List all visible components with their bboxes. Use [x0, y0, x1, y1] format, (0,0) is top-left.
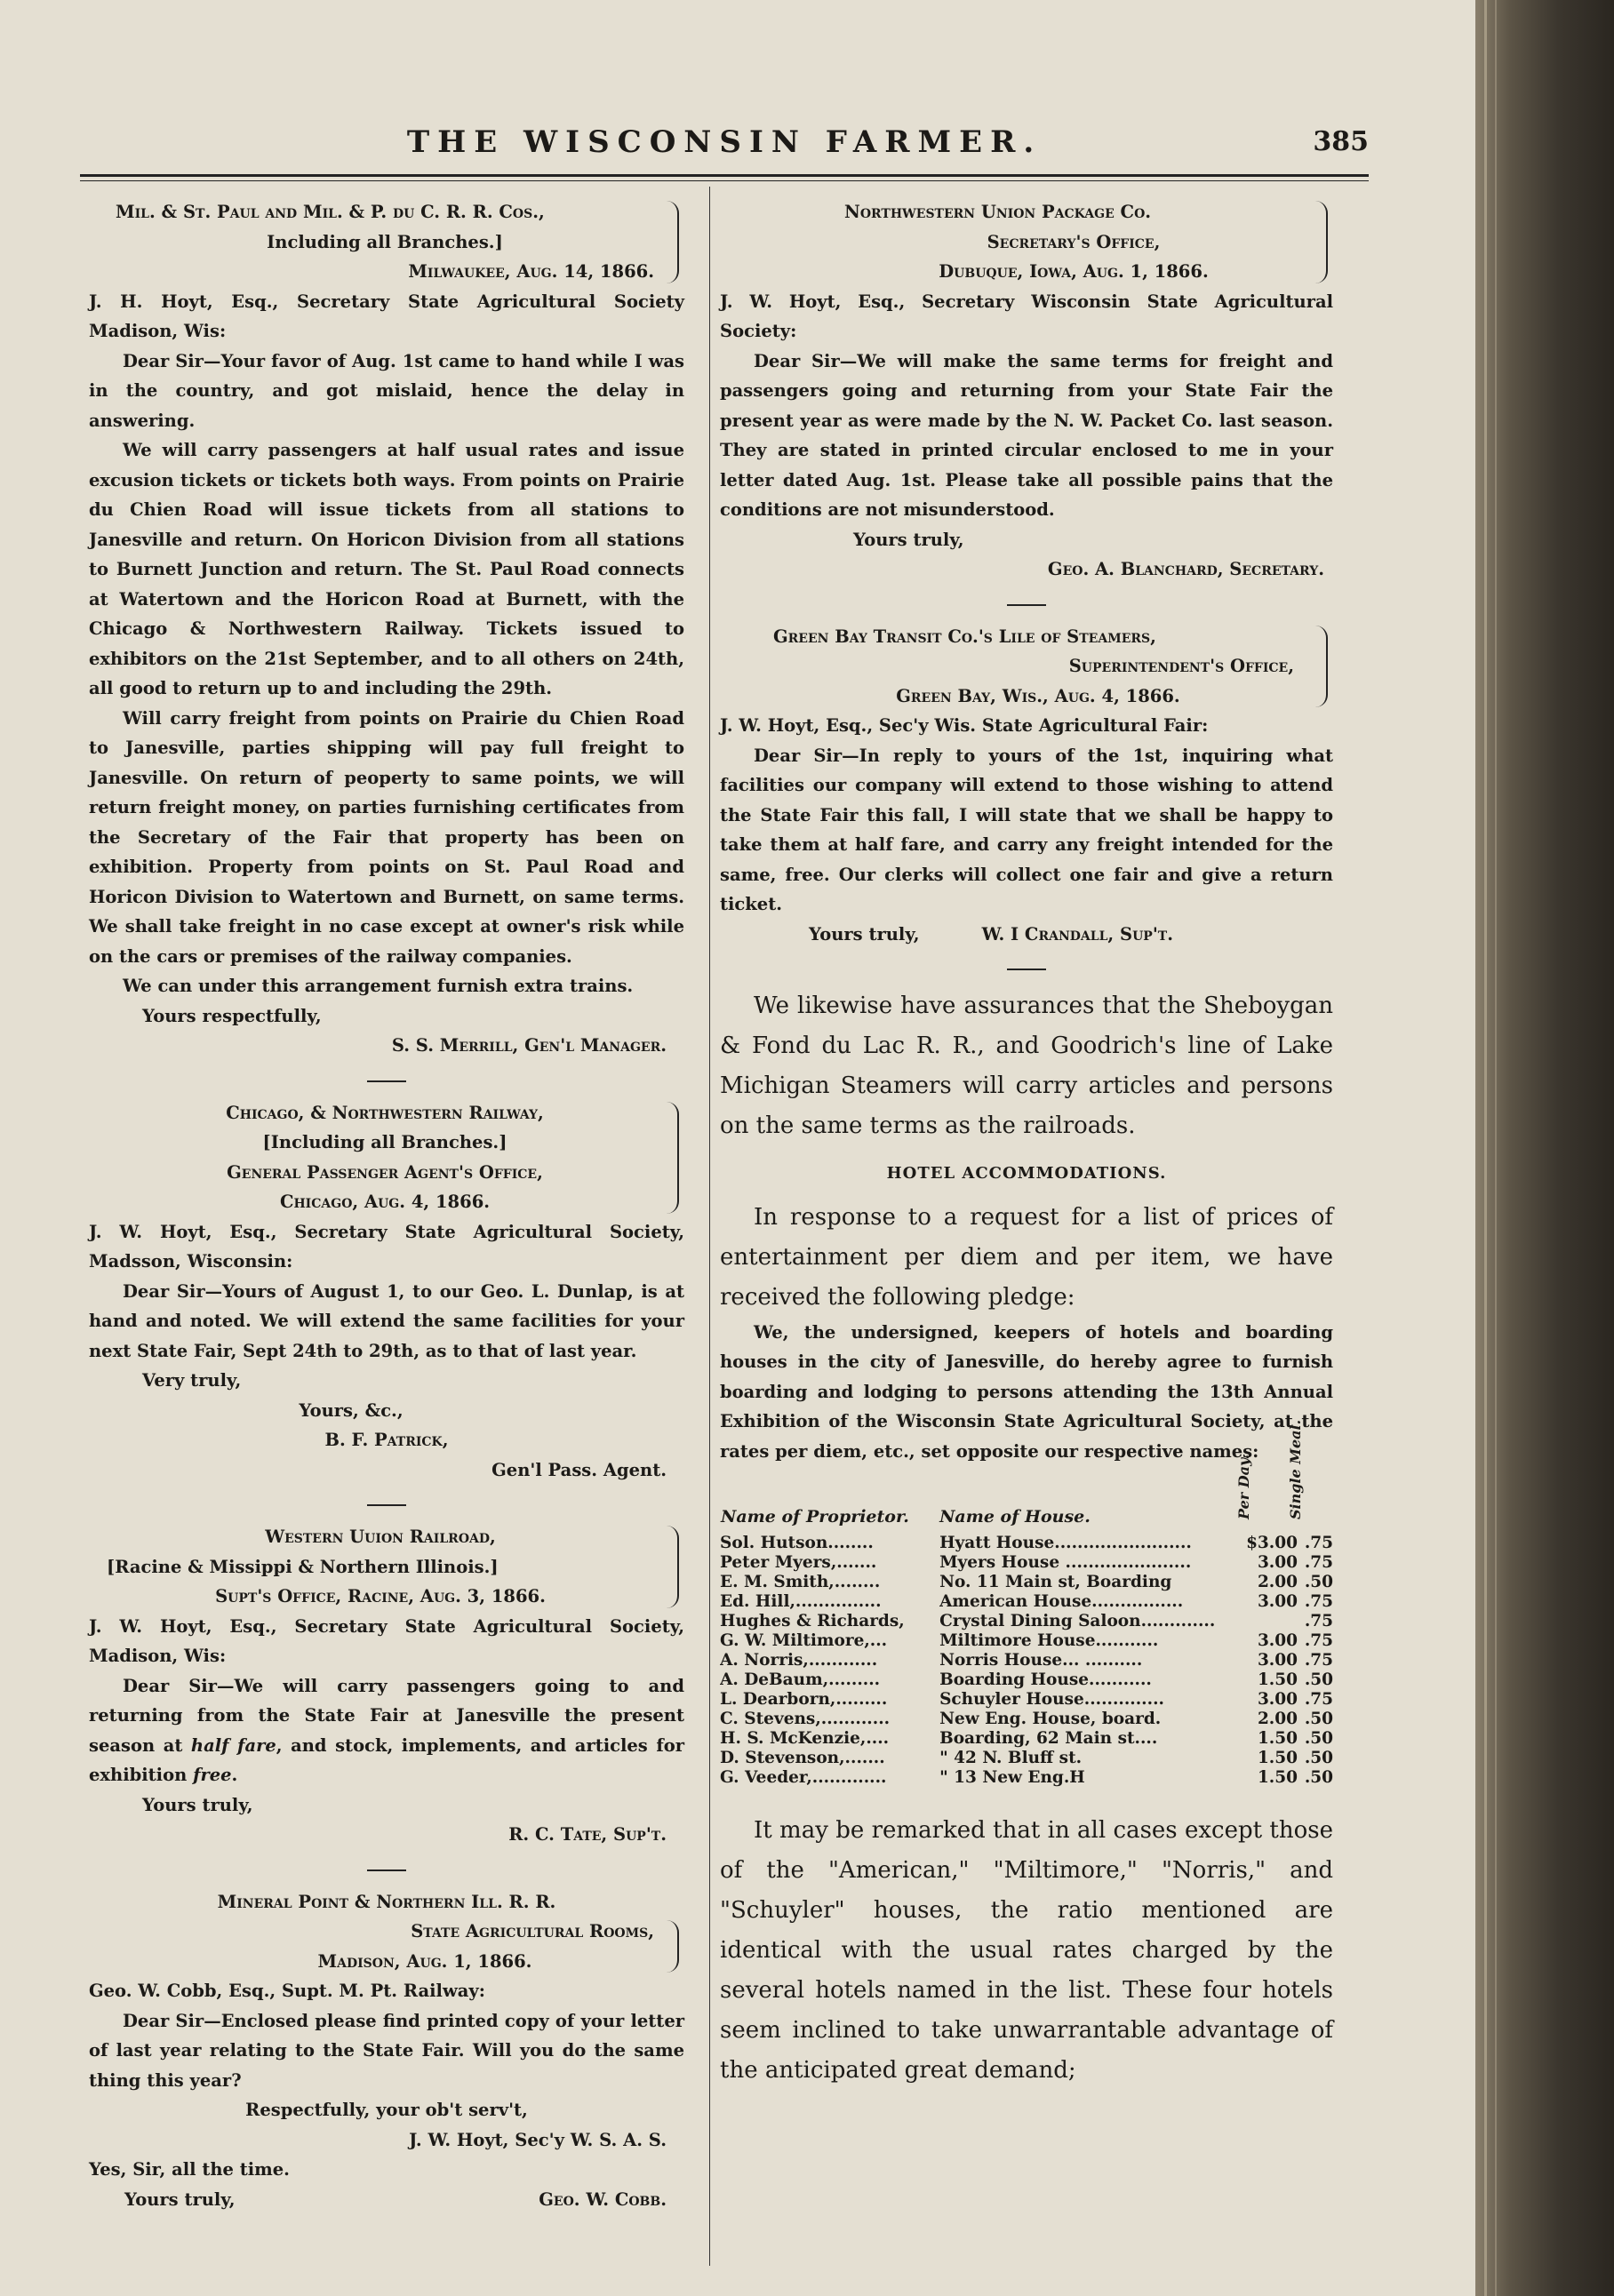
- table-row: [720, 1729, 1333, 1749]
- table-row: [720, 1768, 1333, 1788]
- letter-paragraph: Dear Sir—We will carry passengers going to and returning from the State Fair at Janesville the present season at half fare, and stock, implements, and articles for exhibition free.: [89, 1675, 684, 1785]
- table-row: [720, 1710, 1333, 1729]
- table-row: [720, 1690, 1333, 1710]
- letter-heading: Green Bay Transit Co.'s Lile of Steamers, Superintendent's Office, Green Bay, Wis., Aug. 4, 1866.: [720, 622, 1333, 712]
- proprietor-cell: E. M. Smith,........: [720, 1573, 881, 1591]
- letter-addressee: J. W. Hoyt, Esq., Secretary State Agricultural Society, Madsson, Wisconsin:: [89, 1221, 684, 1272]
- per-day-cell: 2.00: [1257, 1573, 1298, 1591]
- single-meal-cell: .75: [1304, 1534, 1333, 1552]
- letter-reply: Yes, Sir, all the time.: [89, 2159, 290, 2180]
- brace: [1314, 201, 1328, 283]
- hotel-intro: In response to a request for a list of prices of entertainment per diem and per item, we have received the following pledge:: [720, 1203, 1333, 1311]
- page-header: [80, 124, 1369, 169]
- column-header: Name of Proprietor.: [721, 1507, 909, 1527]
- per-day-cell: 1.50: [1257, 1768, 1298, 1787]
- left-column: [89, 197, 684, 2214]
- letter-heading: Western Uuion Railroad, [Racine & Missippi & Northern Illinois.] Supt's Office, Racine, Aug. 3, 1866.: [89, 1522, 684, 1612]
- table-row: [720, 1553, 1333, 1573]
- hotel-heading: HOTEL ACCOMMODATIONS.: [886, 1164, 1167, 1183]
- brace: [1314, 626, 1328, 708]
- separator-rule: [367, 1869, 406, 1871]
- separator-rule: [367, 1504, 406, 1506]
- letter-paragraph: Will carry freight from points on Prairie du Chien Road to Janesville, parties shipping will pay full freight to Janesville. On return of peoperty to same points, we will return freight money, on parties furnishing certificates from the Secretary of the Fair that property has been on exhibition. Property from points on St. Paul Road and Horicon Division to Watertown and Burnett, on same terms. We shall take freight in no case except at owner's risk while on the cars or premises of the railway companies.: [89, 707, 684, 967]
- column-header: Name of House.: [939, 1507, 1091, 1527]
- single-meal-cell: .50: [1304, 1710, 1333, 1728]
- single-meal-cell: .75: [1304, 1612, 1333, 1630]
- right-column: [720, 197, 1333, 2091]
- book-spine-edge: [1475, 0, 1614, 2296]
- brace: [665, 1102, 679, 1214]
- single-meal-cell: .75: [1304, 1690, 1333, 1709]
- letter-closing: Yours respectfully,: [142, 1005, 322, 1026]
- house-cell: Crystal Dining Saloon.............: [939, 1612, 1216, 1630]
- per-day-cell: 3.00: [1257, 1690, 1298, 1709]
- house-cell: No. 11 Main st, Boarding: [939, 1573, 1172, 1591]
- single-meal-cell: .75: [1304, 1553, 1333, 1572]
- single-meal-cell: .75: [1304, 1592, 1333, 1611]
- house-cell: Boarding House...........: [939, 1670, 1152, 1689]
- header-rule-thick: [80, 174, 1369, 177]
- proprietor-cell: L. Dearborn,.........: [720, 1690, 888, 1709]
- newspaper-title: THE WISCONSIN FARMER.: [406, 124, 1043, 160]
- closing-paragraph: It may be remarked that in all cases except those of the "American," "Miltimore," "Norris," and "Schuyler" houses, the ratio mentioned are identical with the usual rates charged by the several hotels named in the list. These four hotels seem inclined to take unwarrantable advantage of the anticipated great demand;: [720, 1817, 1333, 2084]
- letter-addressee: J. H. Hoyt, Esq., Secretary State Agricultural Society Madison, Wis:: [89, 291, 684, 341]
- table-row: [720, 1592, 1333, 1612]
- house-cell: Miltimore House...........: [939, 1631, 1159, 1650]
- per-day-cell: 3.00: [1257, 1553, 1298, 1572]
- single-meal-cell: .50: [1304, 1573, 1333, 1591]
- letter-closing: Yours truly, W. I Crandall, Sup't.: [809, 923, 1174, 945]
- letter-paragraph: Dear Sir—Enclosed please find printed copy of your letter of last year relating to the State Fair. Will you do the same thing this year?: [89, 2010, 684, 2091]
- separator-rule: [1007, 969, 1046, 970]
- per-day-cell: 2.00: [1257, 1710, 1298, 1728]
- letter-addressee: J. W. Hoyt, Esq., Secretary State Agricultural Society, Madison, Wis:: [89, 1615, 684, 1666]
- per-day-cell: 3.00: [1257, 1592, 1298, 1611]
- column-header: Single Meal.: [1287, 1419, 1304, 1519]
- letter-addressee: J. W. Hoyt, Esq., Sec'y Wis. State Agricultural Fair:: [720, 715, 1209, 736]
- letter-closing: Yours, &c.,: [299, 1399, 404, 1421]
- house-cell: Boarding, 62 Main st....: [939, 1729, 1158, 1748]
- letter-heading: Mil. & St. Paul and Mil. & P. du C. R. R. Cos., Including all Branches.] Milwaukee, Aug. 14, 1866.: [89, 197, 684, 287]
- letter-closing: Yours truly, Geo. W. Cobb.: [124, 2188, 667, 2210]
- brace: [665, 1920, 679, 1973]
- letter-paragraph: Dear Sir—We will make the same terms for freight and passengers going and returning from your State Fair the present year as were made by the N. W. Packet Co. last season. They are stated in printed circular enclosed to me in your letter dated Aug. 1st. Please take all possible pains that the conditions are not misunderstood.: [720, 350, 1333, 520]
- table-row: [720, 1573, 1333, 1592]
- brace: [665, 1526, 679, 1608]
- house-cell: " 13 New Eng.H: [939, 1768, 1085, 1787]
- letter-signature: Geo. A. Blanchard, Secretary.: [1047, 559, 1324, 579]
- letter-paragraph: Dear Sir—Your favor of Aug. 1st came to hand while I was in the country, and got mislaid, hence the delay in answering.: [89, 350, 684, 431]
- letter-paragraph: We can under this arrangement furnish extra trains.: [123, 976, 634, 996]
- separator-rule: [1007, 604, 1046, 606]
- brace: [665, 201, 679, 283]
- single-meal-cell: .75: [1304, 1631, 1333, 1650]
- letter-signature: R. C. Tate, Sup't.: [508, 1824, 667, 1845]
- house-cell: Norris House... ..........: [939, 1651, 1143, 1670]
- proprietor-cell: C. Stevens,............: [720, 1710, 891, 1728]
- assurances-paragraph: We likewise have assurances that the Sheboygan & Fond du Lac R. R., and Goodrich's line of Lake Michigan Steamers will carry articles and persons on the same terms as the railroads.: [720, 993, 1333, 1139]
- per-day-cell: [1246, 1612, 1298, 1631]
- house-cell: Myers House ......................: [939, 1553, 1192, 1572]
- proprietor-cell: A. DeBaum,.........: [720, 1670, 881, 1689]
- letter-paragraph: Dear Sir—Yours of August 1, to our Geo. L. Dunlap, is at hand and noted. We will extend the same facilities for your next State Fair, Sept 24th to 29th, as to that of last year.: [89, 1280, 684, 1361]
- proprietor-cell: Sol. Hutson........: [720, 1534, 874, 1552]
- house-cell: Hyatt House........................: [939, 1534, 1192, 1552]
- letter-closing: Yours truly,: [142, 1794, 253, 1815]
- single-meal-cell: .50: [1304, 1729, 1333, 1748]
- letter-title: Mineral Point & Northern Ill. R. R.: [217, 1891, 556, 1912]
- table-row: [720, 1534, 1333, 1553]
- letter-heading: Chicago, & Northwestern Railway, [Including all Branches.] General Passenger Agent's Office, Chicago, Aug. 4, 1866.: [89, 1098, 684, 1217]
- letter-paragraph: We will carry passengers at half usual rates and issue excusion tickets or tickets both ways. From points on Prairie du Chien Road will issue tickets from all stations to Janesville and return. On Horicon Division from all stations to Burnett Junction and return. The St. Paul Road connects at Watertown and the Horicon Road at Burnett, with the Chicago & Northwestern Railway. Tickets issued to exhibitors on the 21st September, and to all others on 24th, all good to return up to and including the 29th.: [89, 440, 684, 698]
- column-divider: [709, 187, 710, 2266]
- letter-closing: Very truly,: [142, 1370, 242, 1391]
- separator-rule: [367, 1080, 406, 1082]
- column-header: Per Day.: [1235, 1454, 1253, 1519]
- per-day-cell: 1.50: [1257, 1749, 1298, 1767]
- proprietor-cell: D. Stevenson,.......: [720, 1749, 885, 1767]
- house-cell: New Eng. House, board.: [939, 1710, 1162, 1728]
- proprietor-cell: H. S. McKenzie,....: [720, 1729, 890, 1748]
- page-number: 385: [1313, 126, 1369, 157]
- proprietor-cell: A. Norris,............: [720, 1651, 878, 1670]
- closing-block: [720, 1811, 1333, 2091]
- letter-addressee: Geo. W. Cobb, Esq., Supt. M. Pt. Railway:: [89, 1981, 485, 2001]
- house-cell: Schuyler House..............: [939, 1690, 1164, 1709]
- single-meal-cell: .50: [1304, 1670, 1333, 1689]
- per-day-cell: 3.00: [1257, 1651, 1298, 1670]
- letter-closing: Yours truly,: [853, 529, 964, 550]
- table-row: [720, 1631, 1333, 1651]
- proprietor-cell: G. W. Miltimore,...: [720, 1631, 888, 1650]
- house-cell: American House................: [939, 1592, 1184, 1611]
- letter-signature: J. W. Hoyt, Sec'y W. S. A. S.: [409, 2129, 667, 2150]
- single-meal-cell: .50: [1304, 1749, 1333, 1767]
- proprietor-cell: G. Veeder,.............: [720, 1768, 887, 1787]
- letter-closing: Respectfully, your ob't serv't,: [245, 2100, 528, 2120]
- letter-heading: State Agricultural Rooms, Madison, Aug. 1, 1866.: [89, 1917, 684, 1976]
- hotel-intro-block: [720, 1198, 1333, 1318]
- header-rule-thin: [80, 180, 1369, 181]
- table-row: [720, 1670, 1333, 1690]
- letter-signature: Gen'l Pass. Agent.: [491, 1459, 667, 1480]
- hotel-rates-table: [720, 1419, 1333, 1788]
- per-day-cell: 3.00: [1257, 1631, 1298, 1650]
- single-meal-cell: .50: [1304, 1768, 1333, 1787]
- proprietor-cell: Peter Myers,.......: [720, 1553, 877, 1572]
- assurances-block: [720, 986, 1333, 1146]
- proprietor-cell: Hughes & Richards,: [720, 1612, 905, 1630]
- pledge-paragraph: We, the undersigned, keepers of hotels and boarding houses in the city of Janesville, do hereby agree to furnish boarding and lodging to persons attending the 13th Annual Exhibition of the Wisconsin State Agricultural Society, at the rates per diem, etc., set opposite our respective names:: [720, 1321, 1333, 1462]
- single-meal-cell: .75: [1304, 1651, 1333, 1670]
- letter-signature: S. S. Merrill, Gen'l Manager.: [391, 1035, 667, 1056]
- per-day-cell: 1.50: [1257, 1670, 1298, 1689]
- table-row: [720, 1612, 1333, 1631]
- table-row: [720, 1651, 1333, 1670]
- letter-addressee: J. W. Hoyt, Esq., Secretary Wisconsin State Agricultural Society:: [720, 291, 1333, 341]
- house-cell: " 42 N. Bluff st.: [939, 1749, 1083, 1767]
- letter-heading: Northwestern Union Package Co. Secretary's Office, Dubuque, Iowa, Aug. 1, 1866.: [720, 197, 1333, 287]
- letter-paragraph: Dear Sir—In reply to yours of the 1st, inquiring what facilities our company will extend to those wishing to attend the State Fair this fall, I will state that we shall be happy to take them at half fare, and carry any freight intended for the same, free. Our clerks will collect one fair and give a return ticket.: [720, 745, 1333, 914]
- per-day-cell: 1.50: [1257, 1729, 1298, 1748]
- letter-signature: B. F. Patrick,: [324, 1430, 449, 1450]
- table-header-row: [720, 1480, 1333, 1534]
- per-day-cell: $3.00: [1246, 1534, 1298, 1552]
- proprietor-cell: Ed. Hill,...............: [720, 1592, 882, 1611]
- table-row: [720, 1749, 1333, 1768]
